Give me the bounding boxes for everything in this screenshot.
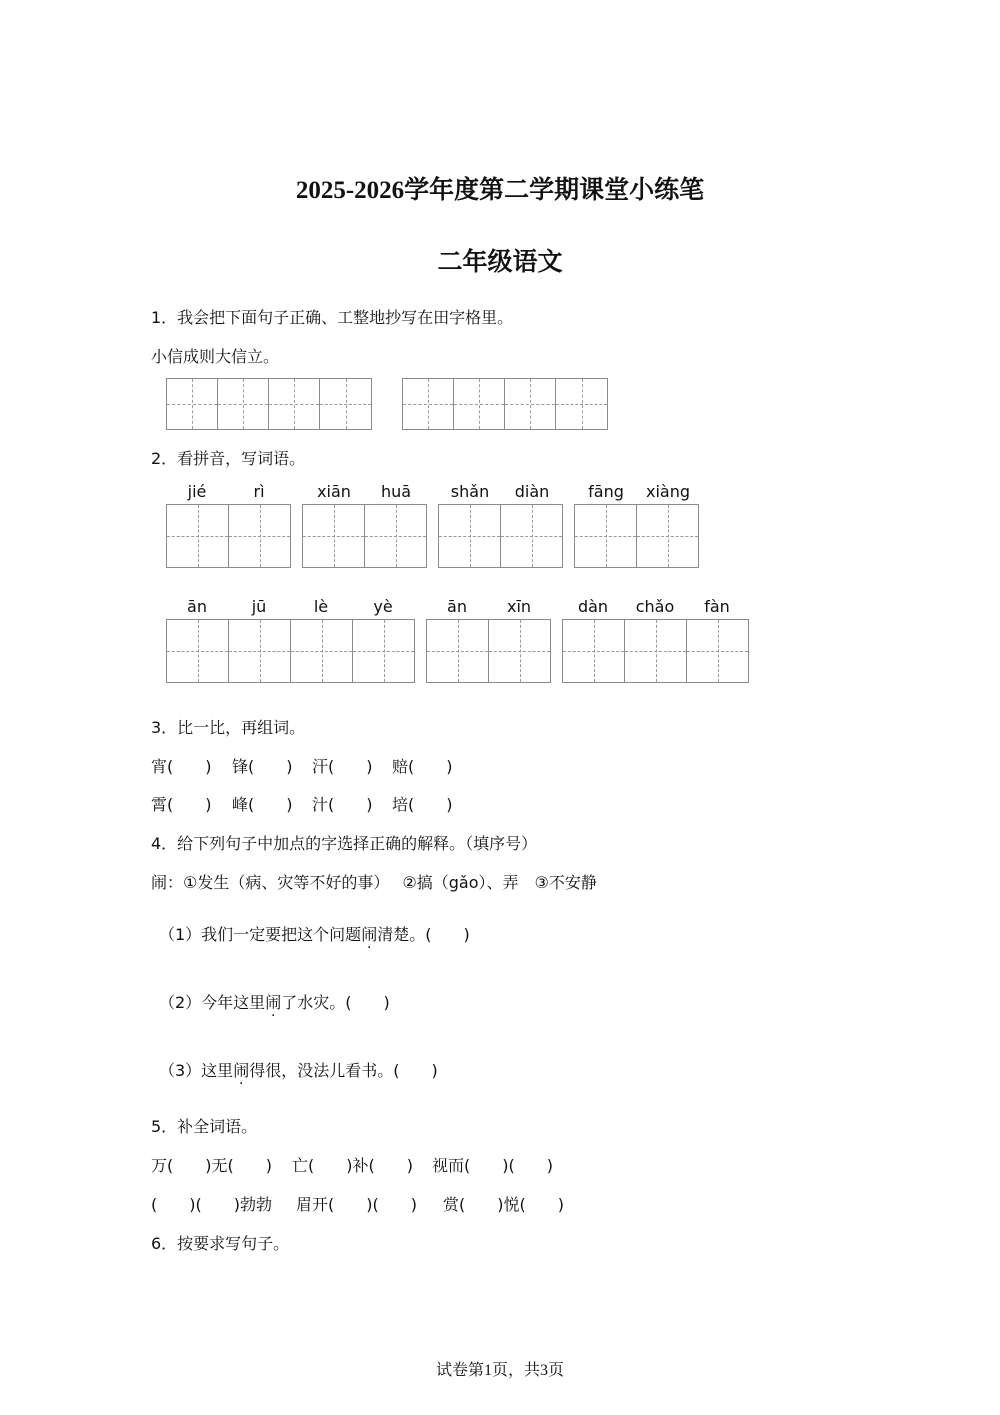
q3-item: 赔( ) bbox=[392, 757, 453, 776]
q3-item: 汗( ) bbox=[312, 757, 373, 776]
q5-item: 赏( )悦( ) bbox=[443, 1195, 564, 1214]
sentence-text: 了水灾。( ) bbox=[281, 993, 390, 1012]
q5-item: 万( )无( ) bbox=[151, 1156, 272, 1175]
q5-item: 亡( )补( ) bbox=[292, 1156, 413, 1175]
q2-grid-word-3[interactable] bbox=[438, 504, 563, 568]
dotted-char: 闹 bbox=[265, 993, 282, 1012]
pinyin: lè bbox=[313, 597, 329, 616]
pinyin: huā bbox=[380, 482, 412, 501]
pinyin: rì bbox=[253, 482, 265, 501]
pinyin: diàn bbox=[514, 482, 550, 501]
q1-grid-right[interactable] bbox=[402, 378, 608, 430]
page-title: 2025-2026学年度第二学期课堂小练笔 bbox=[295, 177, 705, 204]
page-footer: 试卷第1页，共3页 bbox=[435, 1362, 564, 1379]
pinyin: chǎo bbox=[635, 597, 675, 616]
pinyin: shǎn bbox=[450, 482, 490, 501]
sentence-text: （1）我们一定要把这个问题 bbox=[159, 925, 362, 944]
q4-definitions: 闹：①发生（病、灾等不好的事） ②搞（gǎo）、弄 ③不安静 bbox=[151, 873, 597, 892]
q2-grid-word-5[interactable] bbox=[166, 619, 415, 683]
q3-item: 峰( ) bbox=[232, 795, 293, 814]
q1-grid-left[interactable] bbox=[166, 378, 372, 430]
q4-sentence-2 bbox=[159, 990, 390, 1013]
q5-item: 眉开( )( ) bbox=[296, 1195, 417, 1214]
q2-grid-word-7[interactable] bbox=[562, 619, 749, 683]
q3-prompt: 3．比一比，再组词。 bbox=[151, 718, 306, 737]
pinyin: ān bbox=[187, 597, 207, 616]
q3-item: 汁( ) bbox=[312, 795, 373, 814]
q3-item: 宵( ) bbox=[151, 757, 212, 776]
pinyin: dàn bbox=[577, 597, 609, 616]
pinyin: yè bbox=[373, 597, 393, 616]
q2-grid-word-2[interactable] bbox=[302, 504, 427, 568]
q4-sentence-3 bbox=[159, 1058, 438, 1081]
pinyin: jié bbox=[187, 482, 207, 501]
dotted-char: 闹 bbox=[361, 925, 378, 944]
sentence-text: （3）这里 bbox=[159, 1061, 234, 1080]
q5-prompt: 5．补全词语。 bbox=[151, 1117, 258, 1136]
pinyin: ān bbox=[447, 597, 467, 616]
q1-prompt: 1．我会把下面句子正确、工整地抄写在田字格里。 bbox=[151, 308, 514, 327]
pinyin: jū bbox=[251, 597, 267, 616]
sentence-text: （2）今年这里 bbox=[159, 993, 266, 1012]
q4-prompt: 4．给下列句子中加点的字选择正确的解释。（填序号） bbox=[151, 834, 538, 853]
pinyin: xīn bbox=[506, 597, 532, 616]
pinyin: fāng bbox=[588, 482, 624, 501]
q2-grid-word-4[interactable] bbox=[574, 504, 699, 568]
q2-grid-word-1[interactable] bbox=[166, 504, 291, 568]
q5-item: 视而( )( ) bbox=[432, 1156, 553, 1175]
q1-sentence: 小信成则大信立。 bbox=[151, 347, 280, 366]
dotted-char: 闹 bbox=[233, 1061, 250, 1080]
pinyin: xiān bbox=[317, 482, 351, 501]
q3-item: 培( ) bbox=[392, 795, 453, 814]
sentence-text: 清楚。( ) bbox=[377, 925, 470, 944]
sentence-text: 得很，没法儿看书。( ) bbox=[249, 1061, 438, 1080]
pinyin: xiàng bbox=[645, 482, 690, 501]
q2-grid-word-6[interactable] bbox=[426, 619, 551, 683]
q2-prompt: 2．看拼音，写词语。 bbox=[151, 449, 306, 468]
pinyin: fàn bbox=[704, 597, 730, 616]
q4-sentence-1 bbox=[159, 922, 470, 945]
q5-item: ( )( )勃勃 bbox=[151, 1195, 272, 1214]
q3-item: 霄( ) bbox=[151, 795, 212, 814]
q6-prompt: 6．按要求写句子。 bbox=[151, 1234, 290, 1253]
page-subtitle: 二年级语文 bbox=[437, 247, 563, 276]
q3-item: 锋( ) bbox=[232, 757, 293, 776]
